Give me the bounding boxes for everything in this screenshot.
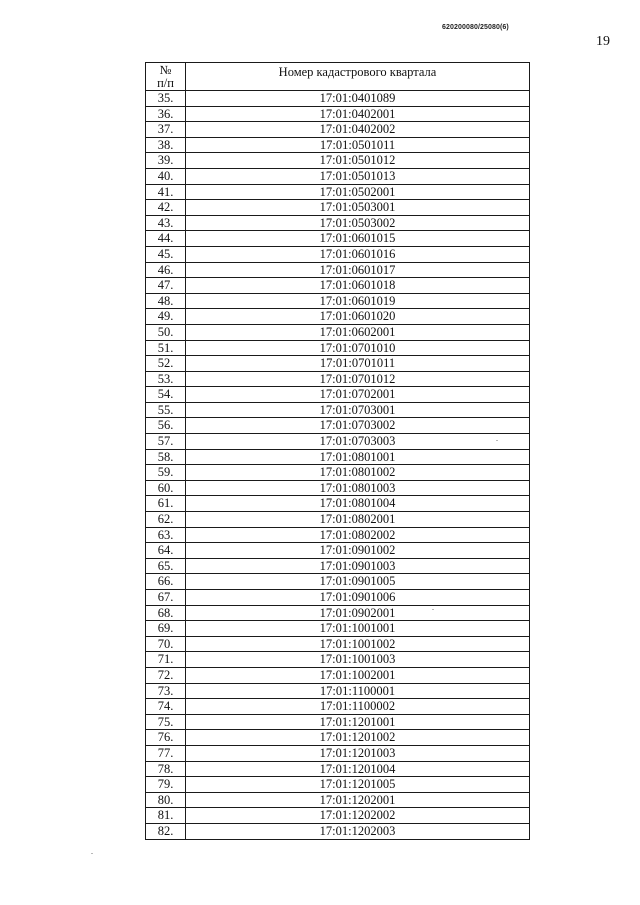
table-row (146, 621, 530, 637)
row-number-cell: 72. (146, 667, 186, 683)
row-number-cell: 49. (146, 309, 186, 325)
cadastral-number-cell: 17:01:0801001 (186, 449, 530, 465)
table-row (146, 667, 530, 683)
cadastral-number-cell: 17:01:0801002 (186, 465, 530, 481)
table-row (146, 434, 530, 450)
cadastral-number-cell: 17:01:1001003 (186, 652, 530, 668)
table-row (146, 91, 530, 107)
row-number-cell: 73. (146, 683, 186, 699)
table-row (146, 574, 530, 590)
row-number-cell: 70. (146, 636, 186, 652)
header-number-sign: № (159, 63, 172, 77)
row-number-cell: 48. (146, 293, 186, 309)
table-row (146, 309, 530, 325)
row-number-cell: 66. (146, 574, 186, 590)
table-row (146, 200, 530, 216)
row-number-cell: 59. (146, 465, 186, 481)
table-row (146, 278, 530, 294)
row-number-cell: 56. (146, 418, 186, 434)
cadastral-number-cell: 17:01:0503001 (186, 200, 530, 216)
row-number-cell: 62. (146, 512, 186, 528)
cadastral-number-cell: 17:01:0701012 (186, 371, 530, 387)
document-registration-number: 620200080/25080(6) (442, 24, 509, 31)
table-row (146, 512, 530, 528)
table-header-row (146, 63, 530, 91)
table-row (146, 683, 530, 699)
table-row (146, 808, 530, 824)
table-row (146, 745, 530, 761)
row-number-cell: 38. (146, 137, 186, 153)
cadastral-number-cell: 17:01:1100001 (186, 683, 530, 699)
cadastral-number-cell: 17:01:0601015 (186, 231, 530, 247)
cadastral-number-cell: 17:01:0901002 (186, 543, 530, 559)
row-number-cell: 74. (146, 699, 186, 715)
cadastral-number-cell: 17:01:0401089 (186, 91, 530, 107)
table-row (146, 231, 530, 247)
table-row (146, 184, 530, 200)
row-number-cell: 81. (146, 808, 186, 824)
table-row (146, 496, 530, 512)
table-row (146, 356, 530, 372)
row-number-cell: 46. (146, 262, 186, 278)
table-row (146, 823, 530, 839)
cadastral-number-cell: 17:01:0901006 (186, 590, 530, 606)
row-number-cell: 40. (146, 168, 186, 184)
cadastral-number-cell: 17:01:0703001 (186, 402, 530, 418)
row-number-cell: 54. (146, 387, 186, 403)
cadastral-number-cell: 17:01:0601020 (186, 309, 530, 325)
row-number-cell: 43. (146, 215, 186, 231)
row-number-cell: 77. (146, 745, 186, 761)
row-number-cell: 37. (146, 122, 186, 138)
table-row (146, 122, 530, 138)
table-row (146, 777, 530, 793)
row-number-cell: 50. (146, 324, 186, 340)
cadastral-number-cell: 17:01:1201005 (186, 777, 530, 793)
cadastral-number-cell: 17:01:1001002 (186, 636, 530, 652)
cadastral-number-cell: 17:01:0703002 (186, 418, 530, 434)
cadastral-number-cell: 17:01:0501011 (186, 137, 530, 153)
table-row (146, 730, 530, 746)
table-row (146, 761, 530, 777)
table-row (146, 246, 530, 262)
cadastral-number-cell: 17:01:0601019 (186, 293, 530, 309)
row-number-cell: 58. (146, 449, 186, 465)
cadastral-number-cell: 17:01:0601016 (186, 246, 530, 262)
cadastral-number-cell: 17:01:0802001 (186, 512, 530, 528)
row-number-cell: 68. (146, 605, 186, 621)
cadastral-number-cell: 17:01:1100002 (186, 699, 530, 715)
table-header (146, 63, 530, 91)
table-row (146, 480, 530, 496)
table-row (146, 465, 530, 481)
table-row (146, 449, 530, 465)
scan-speck (91, 853, 93, 854)
cadastral-number-cell: 17:01:0601017 (186, 262, 530, 278)
row-number-cell: 61. (146, 496, 186, 512)
cadastral-number-cell: 17:01:0701010 (186, 340, 530, 356)
cadastral-number-cell: 17:01:0801003 (186, 480, 530, 496)
row-number-cell: 79. (146, 777, 186, 793)
row-number-cell: 76. (146, 730, 186, 746)
row-number-cell: 51. (146, 340, 186, 356)
table-row (146, 792, 530, 808)
cadastral-number-cell: 17:01:1201004 (186, 761, 530, 777)
row-number-cell: 69. (146, 621, 186, 637)
row-number-cell: 53. (146, 371, 186, 387)
row-number-cell: 44. (146, 231, 186, 247)
row-number-cell: 60. (146, 480, 186, 496)
row-number-cell: 67. (146, 590, 186, 606)
cadastral-number-cell: 17:01:1002001 (186, 667, 530, 683)
table-row (146, 153, 530, 169)
cadastral-number-cell: 17:01:0802002 (186, 527, 530, 543)
cadastral-number-cell: 17:01:1202002 (186, 808, 530, 824)
row-number-cell: 47. (146, 278, 186, 294)
table-row (146, 418, 530, 434)
row-number-cell: 45. (146, 246, 186, 262)
cadastral-number-cell: 17:01:1201002 (186, 730, 530, 746)
table-row (146, 168, 530, 184)
cadastral-number-cell: 17:01:1202001 (186, 792, 530, 808)
row-number-cell: 71. (146, 652, 186, 668)
row-number-cell: 63. (146, 527, 186, 543)
row-number-cell: 52. (146, 356, 186, 372)
table-row (146, 215, 530, 231)
cadastral-number-cell: 17:01:1201003 (186, 745, 530, 761)
cadastral-quarters-table (145, 62, 530, 840)
table-row (146, 387, 530, 403)
table-row (146, 543, 530, 559)
table-row (146, 652, 530, 668)
table-row (146, 324, 530, 340)
cadastral-number-cell: 17:01:0601018 (186, 278, 530, 294)
cadastral-number-cell: 17:01:0901005 (186, 574, 530, 590)
table-row (146, 293, 530, 309)
row-number-cell: 36. (146, 106, 186, 122)
table-row (146, 590, 530, 606)
cadastral-number-cell: 17:01:0503002 (186, 215, 530, 231)
table-row (146, 558, 530, 574)
row-number-cell: 55. (146, 402, 186, 418)
row-number-cell: 64. (146, 543, 186, 559)
row-number-cell: 82. (146, 823, 186, 839)
row-number-cell: 80. (146, 792, 186, 808)
cadastral-number-cell: 17:01:0502001 (186, 184, 530, 200)
row-number-cell: 78. (146, 761, 186, 777)
table-row (146, 137, 530, 153)
table-row (146, 605, 530, 621)
row-number-cell: 35. (146, 91, 186, 107)
cadastral-number-cell: 17:01:0703003 (186, 434, 530, 450)
table-row (146, 262, 530, 278)
cadastral-number-cell: 17:01:0501013 (186, 168, 530, 184)
cadastral-number-cell: 17:01:0901003 (186, 558, 530, 574)
cadastral-number-cell: 17:01:0402001 (186, 106, 530, 122)
table-row (146, 699, 530, 715)
cadastral-number-cell: 17:01:0702001 (186, 387, 530, 403)
page-number: 19 (596, 34, 610, 49)
cadastral-number-cell: 17:01:1201001 (186, 714, 530, 730)
cadastral-number-cell: 17:01:0402002 (186, 122, 530, 138)
table-row (146, 371, 530, 387)
table-row (146, 636, 530, 652)
header-cadastral-quarter-column: Номер кадастрового квартала (186, 63, 530, 91)
table-row (146, 527, 530, 543)
row-number-cell: 75. (146, 714, 186, 730)
row-number-cell: 65. (146, 558, 186, 574)
table-row (146, 340, 530, 356)
row-number-cell: 42. (146, 200, 186, 216)
table-row (146, 106, 530, 122)
cadastral-number-cell: 17:01:0602001 (186, 324, 530, 340)
table-body (146, 91, 530, 840)
cadastral-number-cell: 17:01:1202003 (186, 823, 530, 839)
row-number-cell: 41. (146, 184, 186, 200)
cadastral-number-cell: 17:01:1001001 (186, 621, 530, 637)
table-row (146, 402, 530, 418)
row-number-cell: 57. (146, 434, 186, 450)
scan-speck (496, 440, 498, 441)
scan-speck (432, 609, 434, 610)
cadastral-number-cell: 17:01:0902001 (186, 605, 530, 621)
header-number-abbrev: п/п (157, 76, 174, 90)
cadastral-number-cell: 17:01:0701011 (186, 356, 530, 372)
header-number-column (146, 63, 186, 91)
table-row (146, 714, 530, 730)
row-number-cell: 39. (146, 153, 186, 169)
cadastral-number-cell: 17:01:0501012 (186, 153, 530, 169)
cadastral-number-cell: 17:01:0801004 (186, 496, 530, 512)
